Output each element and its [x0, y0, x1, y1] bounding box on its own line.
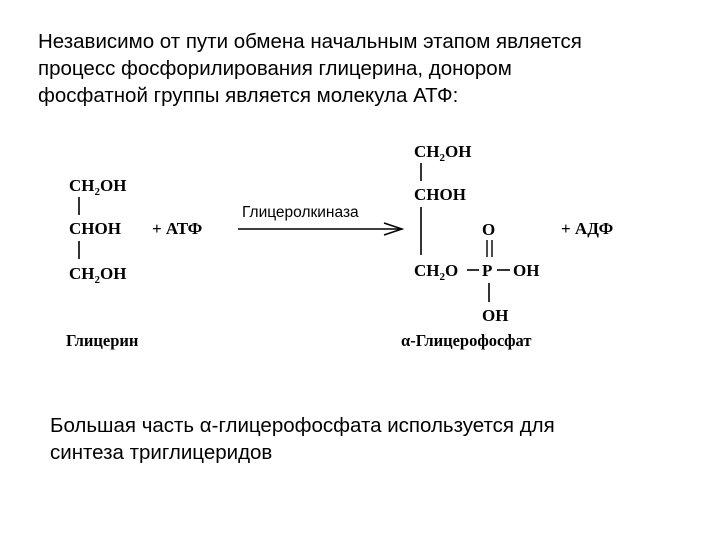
enzyme-label: Глицеролкиназа — [242, 204, 359, 221]
glycerol-structure — [66, 176, 139, 350]
product-top-group: $CH_2OH$ — [414, 142, 472, 164]
glycerol-bottom-group: $CH_2OH$ — [69, 264, 127, 286]
phosphate-oh-bottom: OH — [482, 306, 509, 325]
reaction-arrow — [238, 204, 402, 235]
product-middle-group: CHOH — [414, 185, 466, 204]
product-bottom-group: $CH_2O$ — [414, 261, 459, 283]
phosphorus-atom: P — [482, 261, 493, 280]
glycerophosphate-name: α-Глицерофосфат — [401, 331, 532, 350]
phosphate-oxygen: O — [482, 220, 496, 239]
glycerol-middle-group: CHOH — [69, 219, 121, 238]
outro-line-2: синтеза триглицеридов — [50, 441, 273, 464]
glycerophosphate-structure — [401, 142, 539, 350]
phosphate-oh-right: OH — [513, 261, 540, 280]
outro-text — [50, 412, 690, 466]
outro-line-1: Большая часть α-глицерофосфата используется для — [50, 414, 555, 437]
glycerol-name: Глицерин — [66, 331, 139, 350]
intro-line-2: процесс фосфорилирования глицерина, донором — [38, 57, 512, 80]
plus-atp: + АТФ — [152, 219, 203, 238]
glycerol-top-group: $CH_2OH$ — [69, 176, 127, 198]
intro-line-1: Независимо от пути обмена начальным этапом является — [38, 30, 582, 53]
plus-adp: + АДФ — [561, 219, 614, 238]
intro-line-3: фосфатной группы является молекула АТФ: — [38, 84, 459, 107]
